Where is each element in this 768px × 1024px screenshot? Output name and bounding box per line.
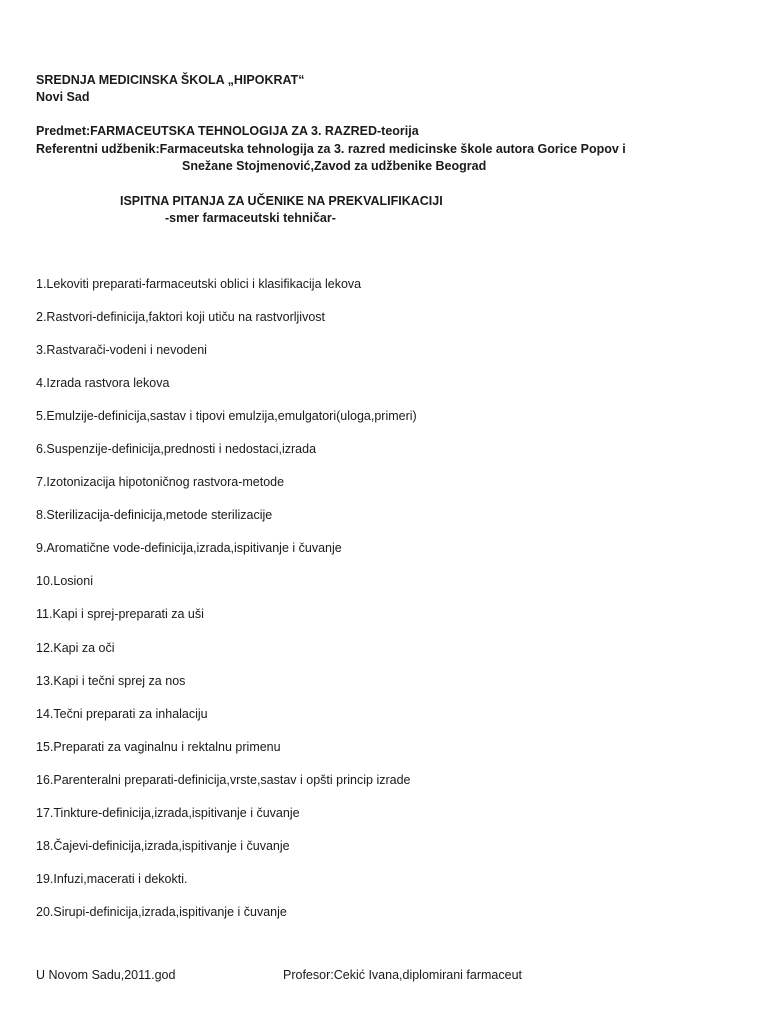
question-item: 3.Rastvarači-vodeni i nevodeni	[36, 343, 207, 358]
question-item: 6.Suspenzije-definicija,prednosti i nedostaci,izrada	[36, 442, 317, 457]
subject-line: Predmet:FARMACEUTSKA TEHNOLOGIJA ZA 3. RAZRED-teorija	[36, 124, 419, 138]
question-item: 1.Lekoviti preparati-farmaceutski oblici i klasifikacija lekova	[36, 277, 362, 291]
question-item: 11.Kapi i sprej-preparati za uši	[36, 607, 204, 622]
reference-line-1: Referentni udžbenik:Farmaceutska tehnologija za 3. razred medicinske škole autora Gorice Popov i	[36, 142, 626, 156]
question-item: 13.Kapi i tečni sprej za nos	[36, 673, 186, 688]
question-item: 15.Preparati za vaginalnu i rektalnu primenu	[36, 739, 281, 754]
question-item: 7.Izotonizacija hipotoničnog rastvora-metode	[36, 475, 285, 490]
question-item: 16.Parenteralni preparati-definicija,vrste,sastav i opšti princip izrade	[36, 772, 411, 787]
question-item: 17.Tinkture-definicija,izrada,ispitivanje i čuvanje	[36, 805, 300, 820]
question-item: 9.Aromatične vode-definicija,izrada,ispitivanje i čuvanje	[36, 541, 342, 556]
school-city: Novi Sad	[36, 90, 90, 104]
question-item: 4.Izrada rastvora lekova	[36, 376, 170, 391]
exam-subtitle: -smer farmaceutski tehničar-	[165, 211, 336, 225]
exam-title: ISPITNA PITANJA ZA UČENIKE NA PREKVALIFIKACIJI	[120, 194, 443, 208]
question-item: 20.Sirupi-definicija,izrada,ispitivanje i čuvanje	[36, 904, 287, 919]
question-item: 12.Kapi za oči	[36, 640, 115, 655]
reference-line-2: Snežane Stojmenović,Zavod za udžbenike Beograd	[182, 159, 487, 173]
question-item: 10.Losioni	[36, 574, 93, 589]
question-item: 19.Infuzi,macerati i dekokti.	[36, 871, 188, 886]
footer-professor: Profesor:Cekić Ivana,diplomirani farmaceut	[283, 968, 522, 982]
question-item: 5.Emulzije-definicija,sastav i tipovi emulzija,emulgatori(uloga,primeri)	[36, 409, 417, 424]
question-item: 14.Tečni preparati za inhalaciju	[36, 706, 208, 721]
school-name: SREDNJA MEDICINSKA ŠKOLA „HIPOKRAT“	[36, 73, 305, 87]
footer-place-date: U Novom Sadu,2011.god	[36, 968, 176, 982]
question-item: 18.Čajevi-definicija,izrada,ispitivanje i čuvanje	[36, 838, 290, 853]
question-list	[36, 276, 417, 937]
question-item: 8.Sterilizacija-definicija,metode sterilizacije	[36, 508, 273, 523]
question-item: 2.Rastvori-definicija,faktori koji utiču na rastvorljivost	[36, 310, 325, 325]
